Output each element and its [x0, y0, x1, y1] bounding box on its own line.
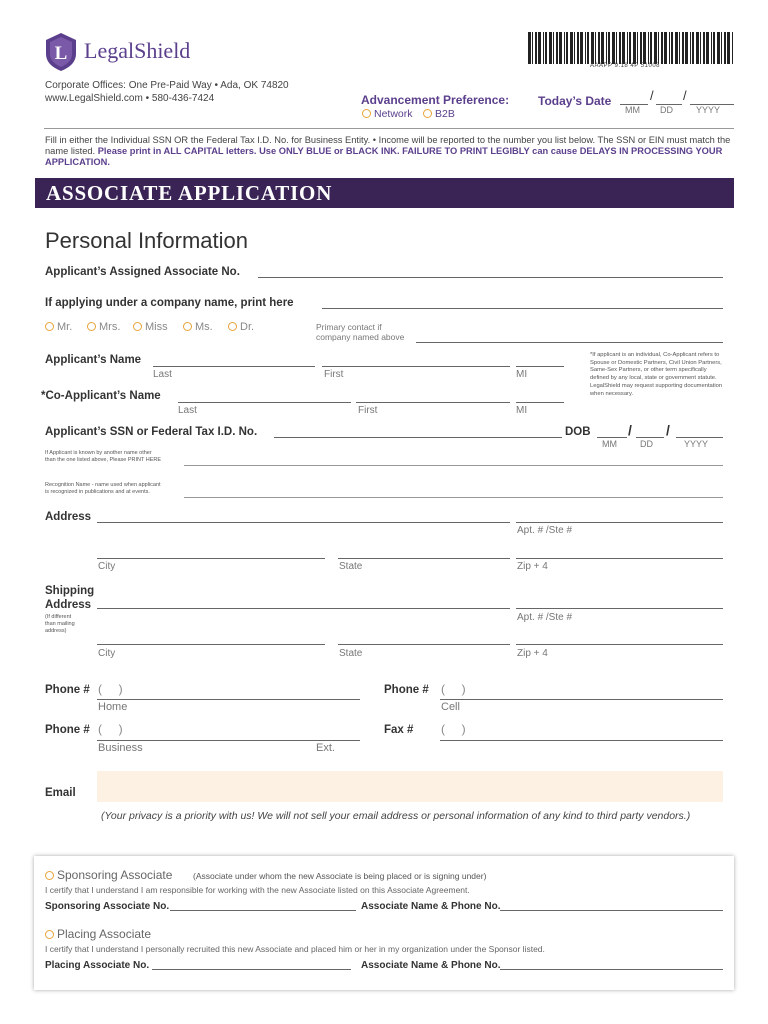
- zip-label: Zip + 4: [517, 648, 548, 659]
- title-banner: [35, 178, 734, 208]
- sponsoring-title: Sponsoring Associate: [57, 868, 173, 882]
- phone-home-paren: ( ): [98, 682, 123, 696]
- advancement-label: Advancement Preference:: [361, 93, 510, 107]
- note-line: is recognized in publications and at events.: [45, 489, 150, 495]
- dob-yyyy-field[interactable]: [676, 437, 723, 438]
- placing-cert: I certify that I understand I personally recruited this new Associate and placed him or her in my organization under the Sponsor listed.: [45, 944, 545, 954]
- cell-label: Cell: [441, 701, 460, 713]
- network-label: Network: [374, 108, 413, 120]
- radio-circle-icon: [423, 109, 432, 118]
- radio-network[interactable]: [362, 108, 413, 120]
- address-apt-field[interactable]: [516, 522, 723, 523]
- shipping-street-field[interactable]: [97, 608, 510, 609]
- address-label: Address: [45, 511, 92, 523]
- barcode-text: AAAPP 9.18 4P 51008: [590, 63, 660, 69]
- fax-field[interactable]: [440, 740, 723, 741]
- applicant-name-label: Applicant’s Name: [45, 354, 142, 366]
- placing-no-label: Placing Associate No.: [45, 960, 150, 971]
- note-line: If Applicant is known by another name other: [45, 450, 152, 456]
- date-dd-label: DD: [660, 105, 673, 115]
- primary-contact-line: Primary contact if: [316, 322, 382, 332]
- shipping-city-field[interactable]: [97, 644, 325, 645]
- radio-circle-icon: [362, 109, 371, 118]
- ssn-label: Applicant’s SSN or Federal Tax I.D. No.: [45, 426, 258, 438]
- sponsoring-no-label: Sponsoring Associate No.: [45, 901, 170, 912]
- other-name-note: [45, 450, 161, 464]
- phone-cell-paren: ( ): [441, 682, 466, 696]
- note-line: address): [45, 628, 67, 634]
- corporate-address: [45, 79, 289, 105]
- primary-contact-line: company named above: [316, 332, 405, 342]
- email-label: Email: [45, 787, 76, 799]
- date-mm-label: MM: [625, 105, 640, 115]
- city-label: City: [98, 648, 116, 659]
- radio-mr[interactable]: [45, 321, 72, 333]
- placing-name-phone-label: Associate Name & Phone No.: [361, 960, 501, 971]
- coapplicant-name-label: *Co-Applicant’s Name: [41, 390, 161, 402]
- address-street-field[interactable]: [97, 522, 510, 523]
- assigned-no-field[interactable]: [258, 277, 723, 278]
- assigned-no-label: Applicant’s Assigned Associate No.: [45, 266, 240, 278]
- dob-dd-field[interactable]: [636, 437, 664, 438]
- barcode-graphic: [528, 32, 736, 64]
- radio-mrs[interactable]: [87, 321, 120, 333]
- phone-business-field[interactable]: [97, 740, 360, 741]
- ssn-field[interactable]: [274, 437, 562, 438]
- address-line-1: Corporate Offices: One Pre-Paid Way • Ada, OK 74820: [45, 80, 289, 91]
- phone-home-label: Phone #: [45, 684, 90, 696]
- shield-logo-icon: [44, 32, 78, 72]
- zip-label: Zip + 4: [517, 561, 548, 572]
- company-label: If applying under a company name, print here: [45, 297, 294, 309]
- header-divider: [44, 128, 734, 129]
- address-state-field[interactable]: [338, 558, 510, 559]
- city-label: City: [98, 561, 116, 572]
- coapplicant-last-field[interactable]: [178, 402, 351, 403]
- date-yyyy-label: YYYY: [696, 105, 721, 115]
- radio-circle-icon: [87, 322, 96, 331]
- phone-business-label: Phone #: [45, 724, 90, 736]
- fax-paren: ( ): [441, 722, 466, 736]
- email-field[interactable]: [97, 771, 723, 802]
- instructions-emphasis: Please print in ALL CAPITAL letters. Use ONLY BLUE or BLACK INK. FAILURE TO PRINT LEGIBLY can cause DELAYS IN PROCESSING YOUR APPLICATION.: [45, 146, 723, 167]
- apt-label: Apt. # /Ste #: [517, 525, 573, 536]
- dob-yyyy-label: YYYY: [684, 439, 709, 449]
- fax-label: Fax #: [384, 724, 414, 736]
- primary-contact-field[interactable]: [416, 342, 723, 343]
- salutation-label: Dr.: [240, 321, 255, 333]
- business-label: Business: [98, 742, 143, 754]
- note-line: than mailing: [45, 621, 75, 627]
- recognition-note: [45, 482, 161, 496]
- radio-circle-icon: [133, 322, 142, 331]
- salutation-label: Mr.: [57, 321, 73, 333]
- coapplicant-note: *If applicant is an individual, Co-Applicant refers to Spouse or Domestic Partners, Civil Union Partners, Same-Sex Partners, or other term specifically defined by any local, state or government statute. LegalShield may request supporting documentation when necessary.: [590, 352, 723, 397]
- applicant-last-field[interactable]: [153, 366, 315, 367]
- dob-dd-label: DD: [640, 439, 653, 449]
- phone-cell-label: Phone #: [384, 684, 429, 696]
- address-zip-field[interactable]: [516, 558, 723, 559]
- radio-ms[interactable]: [183, 321, 213, 333]
- radio-circle-icon: [228, 322, 237, 331]
- mi-label: MI: [516, 405, 528, 416]
- salutation-label: Mrs.: [99, 321, 121, 333]
- sponsoring-no-field[interactable]: [170, 910, 356, 911]
- salutation-label: Ms.: [195, 321, 213, 333]
- radio-circle-icon: [45, 322, 54, 331]
- note-line: Recognition Name - name used when applicant: [45, 482, 161, 488]
- dob-slash: /: [628, 422, 632, 438]
- shipping-zip-field[interactable]: [516, 644, 723, 645]
- shipping-label: [45, 584, 94, 612]
- instructions-text: Fill in either the Individual SSN OR the Federal Tax I.D. No. for Business Entity. • Income will be reported to the number you list below. The SSN or EIN must match the name listed.: [45, 135, 731, 156]
- home-label: Home: [98, 701, 128, 713]
- address-city-field[interactable]: [97, 558, 325, 559]
- placing-no-field[interactable]: [152, 969, 351, 970]
- first-label: First: [324, 369, 344, 380]
- note-line: (If different: [45, 614, 72, 620]
- date-slash: /: [650, 88, 654, 103]
- apt-label: Apt. # /Ste #: [517, 612, 573, 623]
- b2b-label: B2B: [435, 108, 455, 120]
- dob-mm-label: MM: [602, 439, 617, 449]
- radio-dr[interactable]: [228, 321, 254, 333]
- coapplicant-first-field[interactable]: [356, 402, 510, 403]
- other-name-field[interactable]: [184, 465, 723, 466]
- first-label: First: [358, 405, 378, 416]
- svg-text:L: L: [54, 43, 68, 64]
- shipping-note: [45, 614, 75, 635]
- sponsoring-desc: (Associate under whom the new Associate is being placed or is signing under): [193, 871, 487, 881]
- date-slash: /: [683, 88, 687, 103]
- note-line: than the one listed above, Please PRINT HERE: [45, 457, 162, 463]
- sponsoring-cert: I certify that I understand I am responsible for working with the new Associate listed on this Associate Agreement.: [45, 885, 470, 895]
- state-label: State: [339, 561, 363, 572]
- barcode: [528, 32, 736, 64]
- todays-date-label: Today’s Date: [538, 94, 612, 108]
- primary-contact-note: [316, 322, 404, 342]
- last-label: Last: [178, 405, 197, 416]
- salutation-label: Miss: [145, 321, 168, 333]
- section-heading: Personal Information: [45, 228, 248, 253]
- banner-title: ASSOCIATE APPLICATION: [46, 181, 333, 205]
- radio-b2b[interactable]: [423, 108, 455, 120]
- radio-circle-icon: [45, 930, 54, 939]
- shipping-apt-field[interactable]: [516, 608, 723, 609]
- state-label: State: [339, 648, 363, 659]
- dob-label: DOB: [565, 426, 591, 438]
- radio-placing[interactable]: [45, 927, 151, 941]
- shipping-state-field[interactable]: [338, 644, 510, 645]
- coapplicant-mi-field[interactable]: [516, 402, 564, 403]
- phone-home-field[interactable]: [97, 699, 360, 700]
- ext-label: Ext.: [316, 742, 335, 754]
- sponsoring-name-phone-field[interactable]: [500, 910, 723, 911]
- applicant-mi-field[interactable]: [516, 366, 564, 367]
- shipping-label-line: Address: [45, 599, 92, 611]
- radio-sponsoring[interactable]: [45, 868, 172, 882]
- phone-business-paren: ( ): [98, 722, 123, 736]
- address-line-2: www.LegalShield.com • 580-436-7424: [45, 93, 215, 104]
- phone-cell-field[interactable]: [440, 699, 723, 700]
- sponsoring-name-phone-label: Associate Name & Phone No.: [361, 901, 501, 912]
- dob-mm-field[interactable]: [597, 437, 627, 438]
- mi-label: MI: [516, 369, 528, 380]
- radio-circle-icon: [45, 871, 54, 880]
- last-label: Last: [153, 369, 172, 380]
- placing-title: Placing Associate: [57, 927, 152, 941]
- shipping-label-line: Shipping: [45, 585, 95, 597]
- company-field[interactable]: [322, 308, 723, 309]
- logo: [44, 32, 234, 72]
- radio-circle-icon: [183, 322, 192, 331]
- instructions: [45, 135, 735, 168]
- radio-miss[interactable]: [133, 321, 168, 333]
- logo-text: LegalShield: [84, 38, 191, 63]
- placing-name-phone-field[interactable]: [500, 969, 723, 970]
- recognition-field[interactable]: [184, 497, 723, 498]
- dob-slash: /: [666, 422, 670, 438]
- privacy-note: (Your privacy is a priority with us! We will not sell your email address or personal information of any kind to third party vendors.): [101, 810, 691, 822]
- applicant-first-field[interactable]: [322, 366, 510, 367]
